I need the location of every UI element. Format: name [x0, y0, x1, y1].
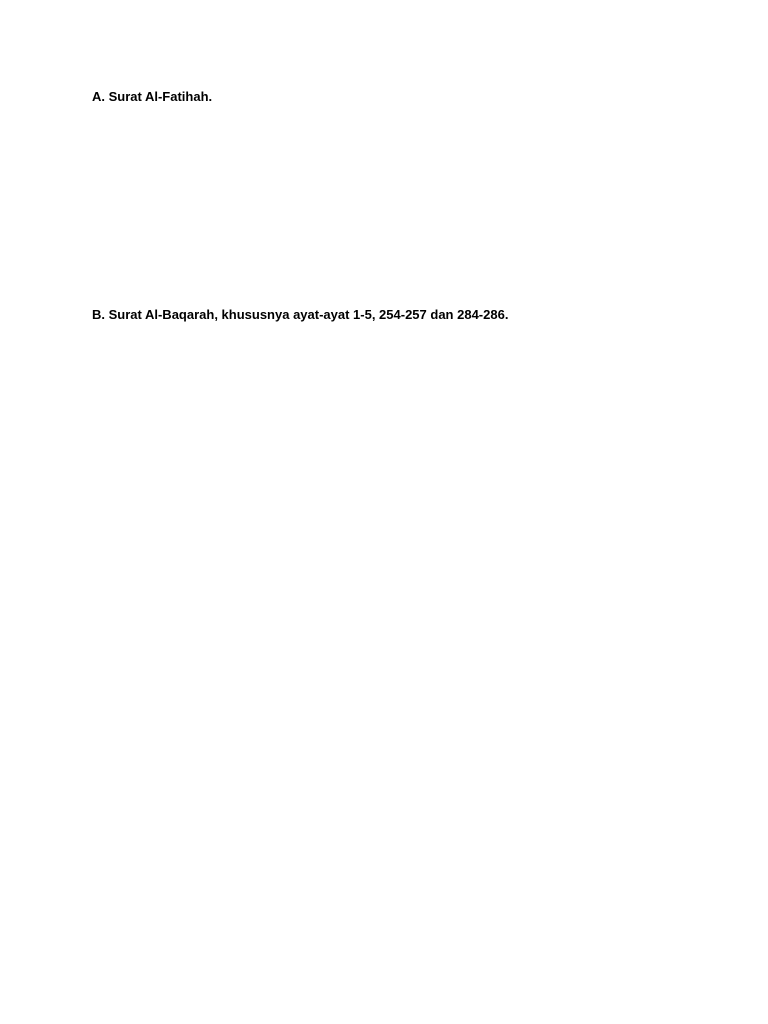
section-al-baqarah [92, 306, 682, 832]
arabic-passage [92, 490, 682, 832]
arabic-passage [92, 338, 682, 490]
section-al-fatihah [92, 88, 682, 272]
arabic-passage [92, 120, 682, 272]
section-heading: A. Surat Al-Fatihah. [92, 89, 213, 104]
section-heading: B. Surat Al-Baqarah, khususnya ayat-ayat 1-5, 254-257 dan 284-286. [92, 307, 509, 322]
